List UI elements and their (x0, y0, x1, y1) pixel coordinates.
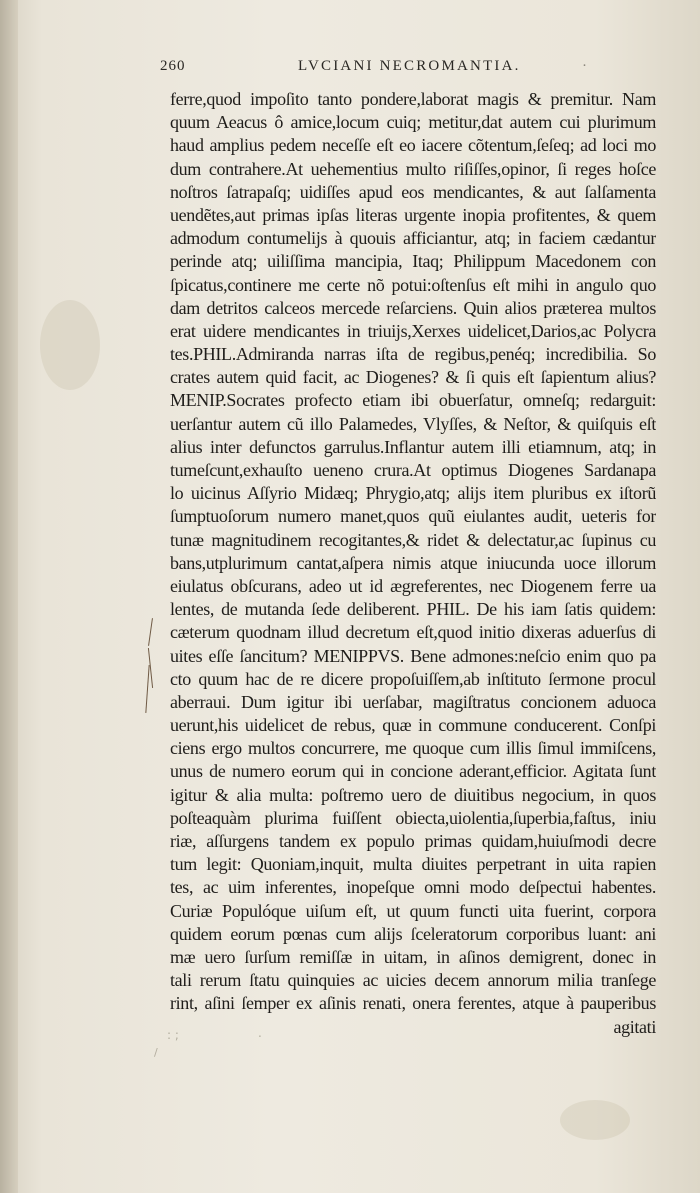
text-line: dam detritos calceos mercede reſarciens. Quin alios præterea multos (170, 297, 656, 318)
text-line: erat uidere mendicantes in triuijs,Xerxes uidelicet,Darios,ac Polycra (170, 320, 656, 341)
text-line: rint, aſini ſemper ex aſinis renati, onera ferentes, atque à pauperibus (170, 993, 656, 1014)
show-through-mark: / (154, 1046, 158, 1059)
text-line: alius inter defunctos garrulus.Inflantur autem illi etiamnum, atq; in (170, 436, 656, 457)
text-line: dum contrahere.At uehementius multo riſiſſes,opinor, ſi reges hoſce (170, 158, 656, 179)
folio-number: 260 (160, 58, 186, 74)
text-line: cto quum hac de re dicere propoſuiſſem,ab inſtituto ſermone procul (170, 668, 656, 689)
text-line: tes, ac uim inferentes, inopeſque omni modo deſpectui habentes. (170, 877, 656, 898)
text-line: unus de numero eorum qui in concione aderant,efficior. Agitata ſunt (170, 761, 656, 782)
text-line: crates autem quid facit, ac Diogenes? & ſi quis eſt ſapientum alius? (170, 367, 656, 388)
text-line: eiulatus obſcurans, adeo ut id ægreferentes, nec Diogenem ferre ua (170, 575, 656, 596)
text-line: lo uicinus Aſſyrio Midæq; Phrygio,atq; alijs item pluribus ex iſtorũ (170, 483, 656, 504)
paper-stain (40, 300, 100, 390)
text-line: bans,utplurimum cantat,aſpera nimis atque iniucunda uoce illorum (170, 552, 656, 573)
text-line: haud amplius pedem neceſſe eſt eo iacere cõtentum,ſeſeq; ad loci mo (170, 135, 656, 156)
running-head-mark: · (582, 58, 587, 74)
marginal-pen-mark (145, 665, 149, 713)
text-line: tes.PHIL.Admiranda narras iſta de regibus,penéq; incredibilia. So (170, 344, 656, 365)
text-line: quidem eorum pœnas cum alijs ſceleratorum corporibus luant: ani (170, 923, 656, 944)
text-line: ferre,quod impoſito tanto pondere,laborat magis & premitur. Nam (170, 89, 656, 109)
page-gutter (0, 0, 18, 1193)
text-line: ſpicatus,continere me certe nõ potui:oſtenſus eſt mihi in angulo quo (170, 274, 656, 295)
text-line: tunæ magnitudinem recogitantes,& ridet & delectatur,ac ſupinus cu (170, 529, 656, 550)
text-line: MENIP.Socrates profecto etiam ibi obuerſatur, omneſq; redarguit: (170, 390, 656, 411)
running-head (160, 58, 600, 80)
paper-stain (560, 1100, 630, 1140)
text-line: igitur & alia multa: poſtremo uero de diuitibus negocium, in quos (170, 784, 656, 805)
text-line: tum legit: Quoniam,inquit, multa diuites perpetrant in uita rapien (170, 854, 656, 875)
text-line: Curiæ Populóque uiſum eſt, ut quum functi uita fuerint, corpora (170, 900, 656, 921)
marginal-pen-mark (148, 618, 153, 646)
running-title: LVCIANI NECROMANTIA. (298, 58, 521, 74)
show-through-mark: : ; (167, 1028, 179, 1042)
text-line: ſumptuoſorum numero manet,quos quũ eiulantes audit, ueteris for (170, 506, 656, 527)
text-line: poſteaquàm plurima fuiſſent obiecta,uiolentia,ſuperbia,faſtus, iniu (170, 807, 656, 828)
text-line: uerſantur autem cũ illo Palamedes, Vlyſſes, & Neſtor, & quiſquis eſt (170, 413, 656, 434)
text-line: riæ, aſſurgens tandem ex populo primas quidam,huiuſmodi decre (170, 831, 656, 851)
text-line: perinde atq; uiliſſima mancipia, Itaq; Philippum Macedonem con (170, 251, 656, 272)
text-line: uendẽtes,aut primas ipſas literas urgente inopia profitentes, & quem (170, 204, 656, 225)
text-line: tumeſcunt,exhauſto ueneno crura.At optimus Diogenes Sardanapa (170, 460, 656, 480)
text-line: mæ uero ſurſum remiſſæ in uitam, in aſinos demigrent, donec in (170, 946, 656, 967)
text-line: quum Aeacus ô amice,locum cuiq; metitur,dat autem cui plurimum (170, 112, 656, 133)
text-line: tali rerum ſtatu quinquies ac uicies decem annorum milia tranſege (170, 970, 656, 991)
text-line: aberraui. Dum igitur ibi uerſabar, magiſtratus concionem aduoca (170, 691, 656, 712)
text-line: admodum contumelijs à quouis afficiantur, atq; in faciem cædantur (170, 228, 656, 249)
text-line: lentes, de mutanda ſede deliberent. PHIL. De his iam ſatis quidem: (170, 599, 656, 620)
text-line: ciens ergo multos concurrere, me quoque cum illis ſimul immiſcens, (170, 738, 656, 759)
catchword: agitati (613, 1016, 656, 1037)
text-line: uerunt,his uidelicet de rebus, quæ in commune conducerent. Conſpi (170, 715, 656, 736)
text-line: noſtros ſatrapaſq; uidiſſes apud eos mendicantes, & aut ſalſamenta (170, 181, 656, 202)
text-line: cæterum quodnam illud decretum eſt,quod initio dixeras aduerſus di (170, 622, 656, 643)
text-line: uites eſſe ſancitum? MENIPPVS. Bene admones:neſcio enim quo pa (170, 645, 656, 666)
text-block (170, 88, 656, 1039)
show-through-mark: . (258, 1026, 262, 1040)
